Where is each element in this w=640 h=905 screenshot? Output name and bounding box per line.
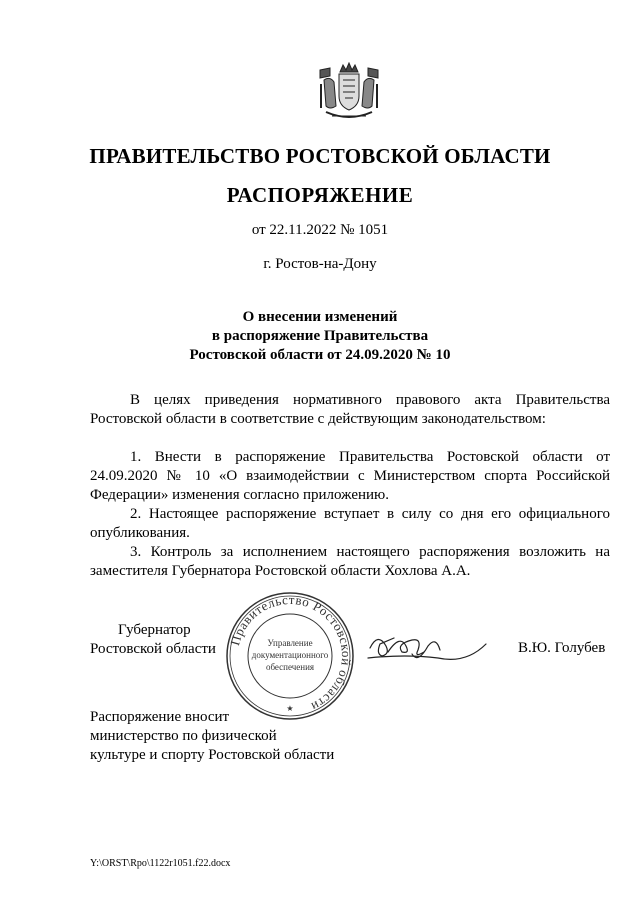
seal-star-icon: ★ bbox=[286, 704, 294, 713]
seal-inner-line: Управление bbox=[267, 638, 313, 648]
seal-outer-text: Правительство Ростовской области bbox=[227, 591, 355, 715]
signatory-title bbox=[90, 621, 216, 659]
coat-of-arms-emblem bbox=[316, 62, 382, 126]
item-3-paragraph: 3. Контроль за исполнением настоящего распоряжения возложить на заместителя Губернатора Ростовской области Хохлова А.А. bbox=[90, 544, 610, 579]
document-type-title: РАСПОРЯЖЕНИЕ bbox=[226, 183, 414, 207]
seal-inner-line: документационного bbox=[251, 650, 329, 660]
document-subject bbox=[0, 308, 640, 365]
subject-line: Ростовской области от 24.09.2020 № 10 bbox=[189, 347, 451, 363]
handwritten-signature bbox=[366, 624, 494, 672]
seal-inner-line: обеспечения bbox=[265, 662, 315, 672]
item-1-paragraph: 1. Внести в распоряжение Правительства Ростовской области от 24.09.2020 № 10 «О взаимодействии с Министерством спорта Российской Федерации» изменения согласно приложению. bbox=[90, 449, 610, 503]
item-2-paragraph: 2. Настоящее распоряжение вступает в силу со дня его официального опубликования. bbox=[90, 506, 610, 541]
subject-line: в распоряжение Правительства bbox=[211, 328, 429, 344]
signatory-title-line: Ростовской области bbox=[90, 641, 216, 657]
issuer-block bbox=[90, 708, 334, 765]
issuer-line: министерство по физической bbox=[90, 728, 277, 744]
signatory-title-line: Губернатор bbox=[118, 622, 191, 638]
organization-title: ПРАВИТЕЛЬСТВО РОСТОВСКОЙ ОБЛАСТИ bbox=[89, 144, 551, 168]
footer-file-path: Y:\ORST\Rpo\1122r1051.f22.docx bbox=[90, 858, 231, 869]
issuer-line: культуре и спорту Ростовской области bbox=[90, 747, 335, 763]
issuer-line: Распоряжение вносит bbox=[90, 709, 230, 725]
preamble-paragraph: В целях приведения нормативного правового акта Правительства Ростовской области в соответствие с действующим законодательством: bbox=[90, 392, 610, 427]
official-seal bbox=[224, 590, 356, 722]
subject-line: О внесении изменений bbox=[242, 309, 398, 325]
signatory-name: В.Ю. Голубев bbox=[518, 640, 606, 656]
document-city: г. Ростов-на-Дону bbox=[263, 256, 377, 272]
document-date-number: от 22.11.2022 № 1051 bbox=[251, 222, 389, 238]
